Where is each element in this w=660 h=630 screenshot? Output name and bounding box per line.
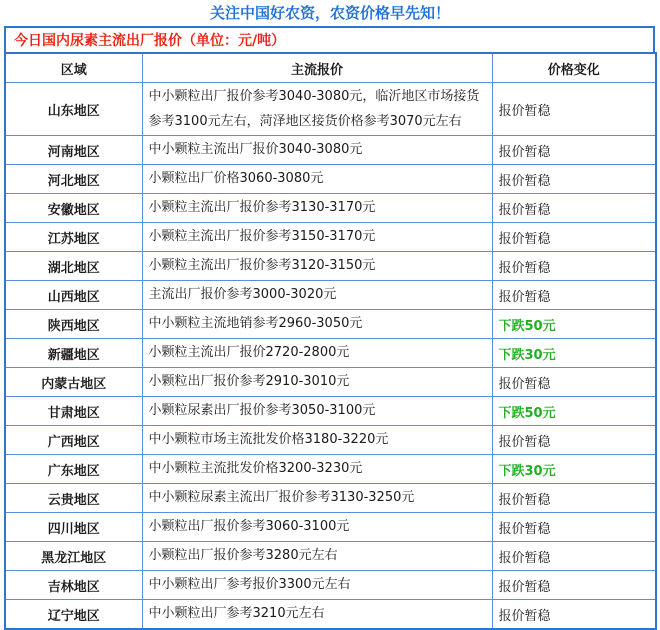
quote-cell: 小颗粒出厂价格3060-3080元 bbox=[142, 165, 492, 194]
region-cell: 内蒙古地区 bbox=[5, 368, 142, 397]
price-change-cell: 报价暂稳 bbox=[492, 542, 656, 571]
region-cell: 河北地区 bbox=[5, 165, 142, 194]
quote-cell: 中小颗粒主流地销参考2960-3050元 bbox=[142, 310, 492, 339]
table-row bbox=[5, 252, 656, 281]
price-change-cell: 报价暂稳 bbox=[492, 600, 656, 630]
price-change-cell: 报价暂稳 bbox=[492, 426, 656, 455]
table-row bbox=[5, 397, 656, 426]
table-row bbox=[5, 339, 656, 368]
region-cell: 山东地区 bbox=[5, 83, 142, 136]
table-row bbox=[5, 223, 656, 252]
region-cell: 新疆地区 bbox=[5, 339, 142, 368]
price-change-cell: 报价暂稳 bbox=[492, 223, 656, 252]
price-change-cell: 报价暂稳 bbox=[492, 281, 656, 310]
price-change-cell: 报价暂稳 bbox=[492, 136, 656, 165]
table-row bbox=[5, 542, 656, 571]
region-cell: 辽宁地区 bbox=[5, 600, 142, 630]
region-cell: 黑龙江地区 bbox=[5, 542, 142, 571]
region-cell: 江苏地区 bbox=[5, 223, 142, 252]
price-change-cell: 报价暂稳 bbox=[492, 83, 656, 136]
table-row bbox=[5, 310, 656, 339]
table-row bbox=[5, 484, 656, 513]
region-cell: 广西地区 bbox=[5, 426, 142, 455]
quote-cell: 中小颗粒出厂参考报价3300元左右 bbox=[142, 571, 492, 600]
quote-cell: 小颗粒出厂报价参考2910-3010元 bbox=[142, 368, 492, 397]
table-row bbox=[5, 165, 656, 194]
quote-cell: 小颗粒主流出厂报价参考3130-3170元 bbox=[142, 194, 492, 223]
region-cell: 陕西地区 bbox=[5, 310, 142, 339]
quote-cell: 小颗粒尿素出厂报价参考3050-3100元 bbox=[142, 397, 492, 426]
quote-cell: 小颗粒主流出厂报价2720-2800元 bbox=[142, 339, 492, 368]
region-cell: 河南地区 bbox=[5, 136, 142, 165]
quote-cell: 中小颗粒出厂参考3210元左右 bbox=[142, 600, 492, 630]
quote-cell: 小颗粒主流出厂报价参考3150-3170元 bbox=[142, 223, 492, 252]
quote-cell: 小颗粒主流出厂报价参考3120-3150元 bbox=[142, 252, 492, 281]
table-header-row bbox=[5, 53, 656, 83]
price-change-cell: 报价暂稳 bbox=[492, 368, 656, 397]
table-row bbox=[5, 513, 656, 542]
header-quote: 主流报价 bbox=[142, 53, 492, 83]
price-change-cell: 下跌30元 bbox=[492, 339, 656, 368]
price-change-cell: 报价暂稳 bbox=[492, 571, 656, 600]
price-change-cell: 报价暂稳 bbox=[492, 513, 656, 542]
price-change-cell: 下跌50元 bbox=[492, 310, 656, 339]
quote-cell: 小颗粒出厂报价参考3280元左右 bbox=[142, 542, 492, 571]
quote-cell: 中小颗粒出厂报价参考3040-3080元，临沂地区市场接货参考3100元左右，菏泽地区接货价格参考3070元左右 bbox=[142, 83, 492, 136]
table-row bbox=[5, 571, 656, 600]
table-row bbox=[5, 136, 656, 165]
table-row bbox=[5, 281, 656, 310]
price-change-cell: 下跌50元 bbox=[492, 397, 656, 426]
price-table-container bbox=[4, 26, 655, 630]
quote-cell: 中小颗粒主流出厂报价3040-3080元 bbox=[142, 136, 492, 165]
banner-slogan: 关注中国好农资，农资价格早先知！ bbox=[209, 4, 450, 22]
region-cell: 吉林地区 bbox=[5, 571, 142, 600]
quote-cell: 中小颗粒市场主流批发价格3180-3220元 bbox=[142, 426, 492, 455]
price-change-cell: 下跌30元 bbox=[492, 455, 656, 484]
price-table bbox=[4, 52, 657, 630]
table-row bbox=[5, 426, 656, 455]
price-change-cell: 报价暂稳 bbox=[492, 165, 656, 194]
region-cell: 四川地区 bbox=[5, 513, 142, 542]
region-cell: 湖北地区 bbox=[5, 252, 142, 281]
region-cell: 甘肃地区 bbox=[5, 397, 142, 426]
quote-cell: 中小颗粒尿素主流出厂报价参考3130-3250元 bbox=[142, 484, 492, 513]
quote-cell: 小颗粒出厂报价参考3060-3100元 bbox=[142, 513, 492, 542]
price-change-cell: 报价暂稳 bbox=[492, 484, 656, 513]
region-cell: 安徽地区 bbox=[5, 194, 142, 223]
table-row bbox=[5, 600, 656, 630]
table-row bbox=[5, 455, 656, 484]
table-row bbox=[5, 368, 656, 397]
region-cell: 云贵地区 bbox=[5, 484, 142, 513]
table-row bbox=[5, 83, 656, 136]
table-title: 今日国内尿素主流出厂报价（单位：元/吨） bbox=[4, 26, 655, 52]
table-row bbox=[5, 194, 656, 223]
header-change: 价格变化 bbox=[492, 53, 656, 83]
price-change-cell: 报价暂稳 bbox=[492, 194, 656, 223]
region-cell: 山西地区 bbox=[5, 281, 142, 310]
region-cell: 广东地区 bbox=[5, 455, 142, 484]
price-change-cell: 报价暂稳 bbox=[492, 252, 656, 281]
header-region: 区域 bbox=[5, 53, 142, 83]
quote-cell: 主流出厂报价参考3000-3020元 bbox=[142, 281, 492, 310]
quote-cell: 中小颗粒主流批发价格3200-3230元 bbox=[142, 455, 492, 484]
